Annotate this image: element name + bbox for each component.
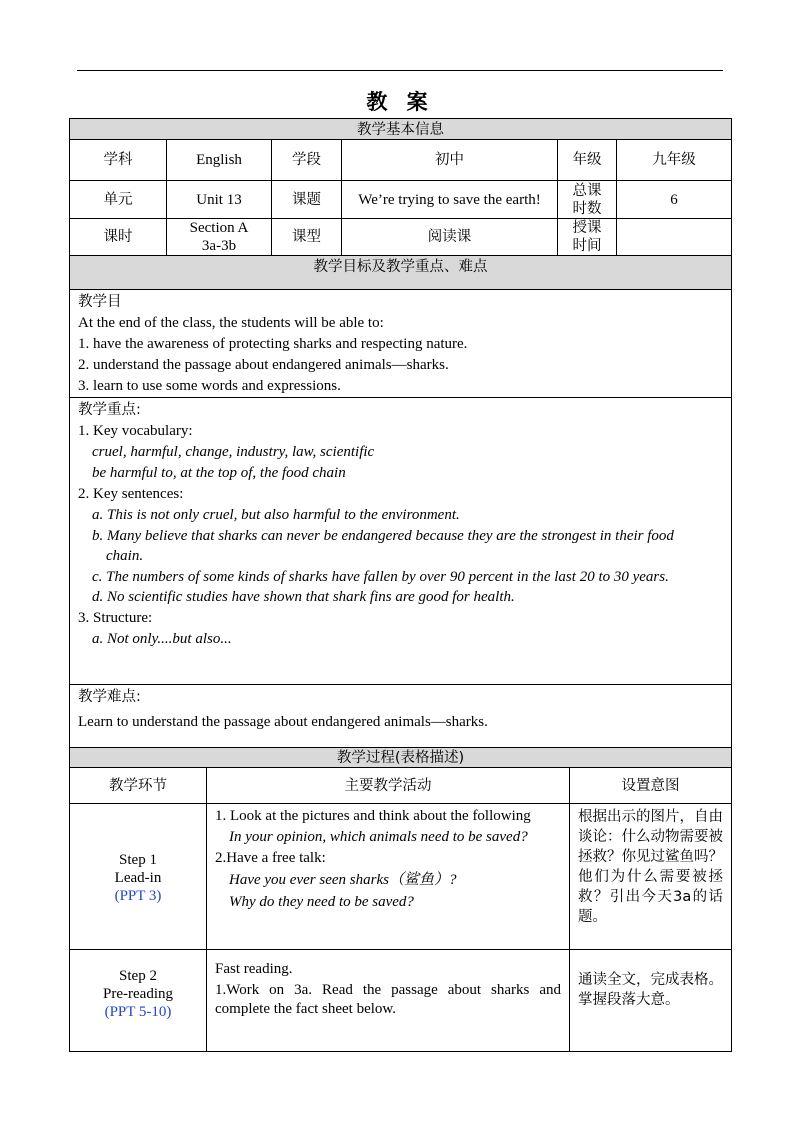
process-table [69,747,732,1052]
key-points [70,398,732,685]
label-topic: 课题 [272,181,342,219]
basic-info-table [69,118,732,753]
difficulties-text: Learn to understand the passage about endangered animals—sharks. [78,714,488,730]
difficulties-title: 教学难点: [78,689,141,705]
label-teaching-time: 授课时间 [558,219,617,256]
basic-info-header: 教学基本信息 [70,119,732,140]
goals-line: 2. understand the passage about endangered animals—sharks. [78,357,449,373]
label-stage: 学段 [272,140,342,181]
column-header-stage: 教学环节 [70,768,207,804]
teaching-goals [70,290,732,398]
value-topic: We’re trying to save the earth! [342,181,558,219]
label-total-periods: 总课时数 [558,181,617,219]
vocab-line: be harmful to, at the top of, the food chain [92,465,346,481]
goals-title: 教学目 [78,294,122,310]
step-cell [70,950,207,1052]
key-sentence: a. This is not only cruel, but also harmful to the environment. [92,507,460,523]
activities-cell [207,950,570,1052]
step-ppt-ref: (PPT 5-10) [104,1004,172,1020]
value-lesson-type: 阅读课 [342,219,558,256]
activity-line: Fast reading. [215,961,293,977]
intent-cell [570,950,732,1052]
sentences-heading: 2. Key sentences: [78,486,184,502]
teaching-difficulties [70,685,732,753]
value-stage: 初中 [342,140,558,181]
goals-line: At the end of the class, the students will be able to: [78,315,384,331]
structure-heading: 3. Structure: [78,610,153,626]
activity-line: 1.Work on 3a. Read the passage about sharks and complete the fact sheet below. [215,982,561,1017]
column-header-activities: 主要教学活动 [207,768,570,804]
vocab-heading: 1. Key vocabulary: [78,423,193,439]
value-total-periods: 6 [617,181,732,219]
structure-line: a. Not only....but also... [92,631,232,647]
key-sentence: chain. [106,548,144,564]
key-sentence: c. The numbers of some kinds of sharks have fallen by over 90 percent in the last 20 to 30 years. [92,569,669,585]
activities-cell [207,804,570,950]
goals-line: 1. have the awareness of protecting sharks and respecting nature. [78,336,468,352]
activity-line: Why do they need to be saved? [229,894,414,910]
table-row [70,804,732,950]
label-period: 课时 [70,219,167,256]
activity-line: Have you ever seen sharks（鲨鱼）? [229,872,457,888]
value-period: Section A 3a-3b [167,219,272,256]
column-header-intent: 设置意图 [570,768,732,804]
header-rule [77,70,723,71]
step-name: Step 2 [119,968,157,984]
intent-line: 掌握段落大意。 [578,992,680,1008]
key-sentence: b. Many believe that sharks can never be endangered because they are the strongest in their food [92,528,674,544]
label-grade: 年级 [558,140,617,181]
activity-line: 1. Look at the pictures and think about the following [215,808,531,824]
value-unit: Unit 13 [167,181,272,219]
goals-line: 3. learn to use some words and expressions. [78,378,341,394]
step-ppt-ref: (PPT 3) [114,887,162,904]
key-points-title: 教学重点: [78,402,141,418]
intent-cell: 根据出示的图片，自由谈论：什么动物需要被拯救？你见过鲨鱼吗？他们为什么需要被拯救？引出今天3a的话题。 [570,804,732,950]
step-stage: Pre-reading [103,986,173,1002]
intent-line: 通读全文，完成表格。 [578,972,723,988]
key-sentence: d. No scientific studies have shown that shark fins are good for health. [92,589,515,605]
activity-line: 2.Have a free talk: [215,850,326,866]
step-name: Step 1 [119,851,157,868]
process-header: 教学过程(表格描述) [70,748,732,768]
document-title: 教 案 [366,90,434,114]
value-grade: 九年级 [617,140,732,181]
label-lesson-type: 课型 [272,219,342,256]
step-stage: Lead-in [114,869,162,886]
value-teaching-time [617,219,732,256]
vocab-line: cruel, harmful, change, industry, law, scientific [92,444,375,460]
value-subject: English [167,140,272,181]
objectives-header: 教学目标及教学重点、难点 [70,256,732,290]
step-cell [70,804,207,950]
label-subject: 学科 [70,140,167,181]
table-row [70,950,732,1052]
activity-line: In your opinion, which animals need to be saved? [229,829,528,845]
label-unit: 单元 [70,181,167,219]
